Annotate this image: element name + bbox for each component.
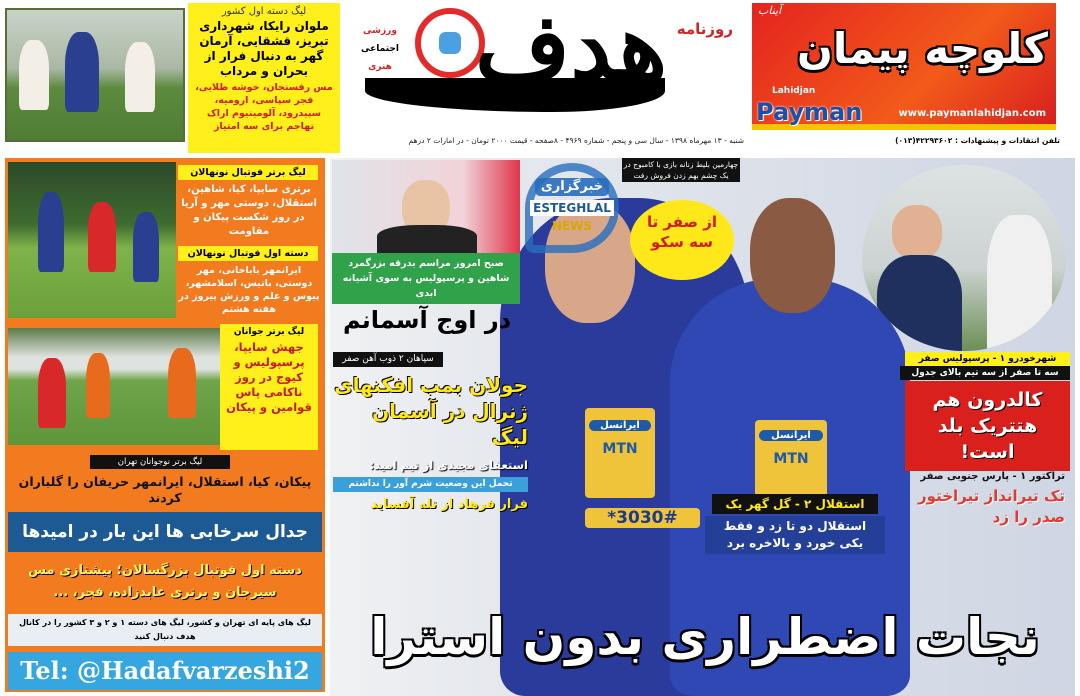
story-youth-league[interactable] (220, 324, 318, 450)
sepahan-headline[interactable]: جولان بمب افکنهای ژنرال در آسمان لیگ (334, 373, 528, 449)
masthead-logo (345, 0, 735, 128)
masthead-title: هدف (475, 0, 668, 101)
watermark-fa: خبرگزاری (535, 178, 609, 196)
ad-title: کلوچه پیمان (797, 24, 1048, 73)
top-left-photo (5, 8, 185, 142)
perspolis-sub: سه تا صفر از سه تیم بالای جدول (900, 366, 1070, 380)
telegram-channel[interactable]: Tel: @Hadafvarzeshi2 (8, 652, 322, 690)
resign-title[interactable]: استعفای مجیدی از تیم امید: (369, 458, 528, 472)
player-figure (86, 353, 110, 418)
masthead-info-line: شنبه - ۱۳ مهرماه ۱۳۹۸ - سال سی و پنجم - شماره ۴۹۶۹ - ۸صفحه - قیمت ۲۰۰۰ تومان - در امارات ۲ درهم (408, 136, 744, 145)
kicker-youth-premier: لیگ برتر فوتبال نونهالان (178, 165, 318, 180)
ad-script: آیناب (758, 4, 782, 17)
perspolis-photo (862, 165, 1066, 351)
perspolis-headline[interactable]: کالدرون هم هتتریک بلد است! (905, 381, 1070, 471)
tractor-headline[interactable]: تک تیرانداز تیراختور صدر را زد (918, 487, 1065, 526)
youth-photo-2 (8, 328, 220, 445)
player-figure (125, 42, 155, 112)
watermark-en2: NEWS (551, 219, 593, 233)
player-figure (88, 202, 116, 272)
advertisement[interactable] (752, 3, 1056, 130)
player-figure (168, 348, 196, 418)
story-kicker: لیگ برتر جوانان (233, 327, 305, 337)
tractor-tag: تراکتور ۱ - پارس جنوبی صفر (920, 471, 1065, 482)
footer-note: لیگ های پایه ای تهران و کشور، لیگ های دسته ۱ و ۲ و ۳ کشور را در کانال هدف دنبال کنید (8, 614, 322, 646)
esteghlal-tag: استقلال ۲ - گل گهر یک (712, 494, 878, 514)
player-figure (38, 192, 64, 272)
story-headline: جهش سایپا، پرسپولیس و کیوج در روز ناکامی پاس قوامین و پیکان (226, 340, 312, 414)
esteghlal-text[interactable]: استقلال دو تا زد و فقط یکی خورد و بالاخره برد (705, 516, 885, 554)
ad-brand-logo: Payman (756, 98, 863, 126)
story-headline: ملوان رایکا، شهرداری تبریز، قشقایی، آرمان گهر به دنبال فرار از بحران و مرداب (199, 19, 329, 78)
sepahan-tag: سپاهان ۲ ذوب آهن صفر (333, 352, 443, 367)
story-teen-tehran[interactable]: پیکان، کیا، استقلال، ایرانمهر حریفان را گلباران کردند (18, 474, 312, 505)
player-figure (19, 40, 49, 110)
perspolis-tag: شهرخودرو ۱ - پرسپولیس صفر (905, 352, 1070, 366)
story-youth-first[interactable]: ایرانمهر باباخانی، مهر دوستی، باتیس، اسلامشهر، پیوس و علم و ورزش پیروز در هفته هشتم (178, 265, 320, 315)
player-figure (133, 212, 159, 282)
banner-derby[interactable]: جدال سرخابی ها این بار در امیدها (8, 512, 322, 552)
quote-headline[interactable]: در اوج آسمانم (342, 306, 512, 334)
masthead-tags (351, 22, 409, 76)
kicker-youth-first: دسته اول فوتبال نونهالان (178, 246, 318, 261)
farhad-offside[interactable]: فرار فرهاد از تله آفساید (370, 497, 528, 512)
shirt-number: *3030# (585, 508, 700, 528)
shirt-sponsor-2 (755, 420, 827, 498)
player-face-2 (750, 198, 835, 313)
ad-url[interactable]: www.paymanlahidjan.com (898, 108, 1046, 119)
top-left-story[interactable] (188, 3, 340, 153)
tag-art: هنری (368, 62, 392, 72)
shirt-sponsor-text: ایرانسل (589, 420, 651, 431)
kicker-teen-tehran: لیگ برتر نوجوانان تهران (90, 455, 230, 469)
ticket-circle[interactable]: از صفر تا سه سکو (630, 200, 734, 280)
tag-sport: ورزشی (363, 26, 397, 36)
player-figure (38, 358, 66, 428)
obit-photo (332, 160, 520, 253)
obit-caption[interactable]: صبح امروز مراسم بدرقه بزرگمرد شاهین و پرسپولیس به سوی آشیانه ابدی (332, 253, 520, 304)
tag-social: اجتماعی (361, 44, 399, 54)
main-headline[interactable]: نجات اضطراری بدون استرا (370, 608, 1040, 666)
shirt-brand: MTN (773, 451, 809, 467)
resign-quote: تحمل این وضعیت شرم آور را نداشتم (333, 477, 528, 492)
shirt-brand: MTN (602, 441, 638, 457)
ad-brand-small: Lahidjan (772, 86, 816, 96)
story-youth-premier[interactable]: برتری سایپا، کیا، شاهین، استقلال، دوستی مهر و آریا در روز شکست پیکان و مقاومت (181, 184, 317, 237)
youth-photo-1 (8, 162, 176, 318)
story-subline: مس رفسنجان، خوشه طلایی، فجر سپاسی، ارومیه، سپیدرود، آلومینیوم اراک تهاجم برای سه امتیاز (195, 82, 333, 132)
shirt-sponsor (585, 408, 655, 498)
watermark-en1: ESTEGHLAL (530, 200, 614, 216)
masthead-prefix: روزنامه (676, 20, 733, 38)
ad-phone: تلفن انتقادات و پیشنهادات : ۴۲۲۹۳۶۰۲(۰۱۳) (895, 136, 1060, 145)
story-kicker: لیگ دسته اول کشور (221, 6, 307, 17)
story-adult-first[interactable]: دسته اول فوتبال بزرگسالان؛ پیشتازی مس سیرجان و برتری عابدزاده، فجر، ... (28, 563, 302, 600)
ticket-tag: چهارمین بلیط زنانه بازی با کامبوج در یک چشم بهم زدن فروش رفت (623, 160, 739, 180)
player-figure (65, 32, 99, 112)
shirt-sponsor-text: ایرانسل (759, 430, 823, 441)
